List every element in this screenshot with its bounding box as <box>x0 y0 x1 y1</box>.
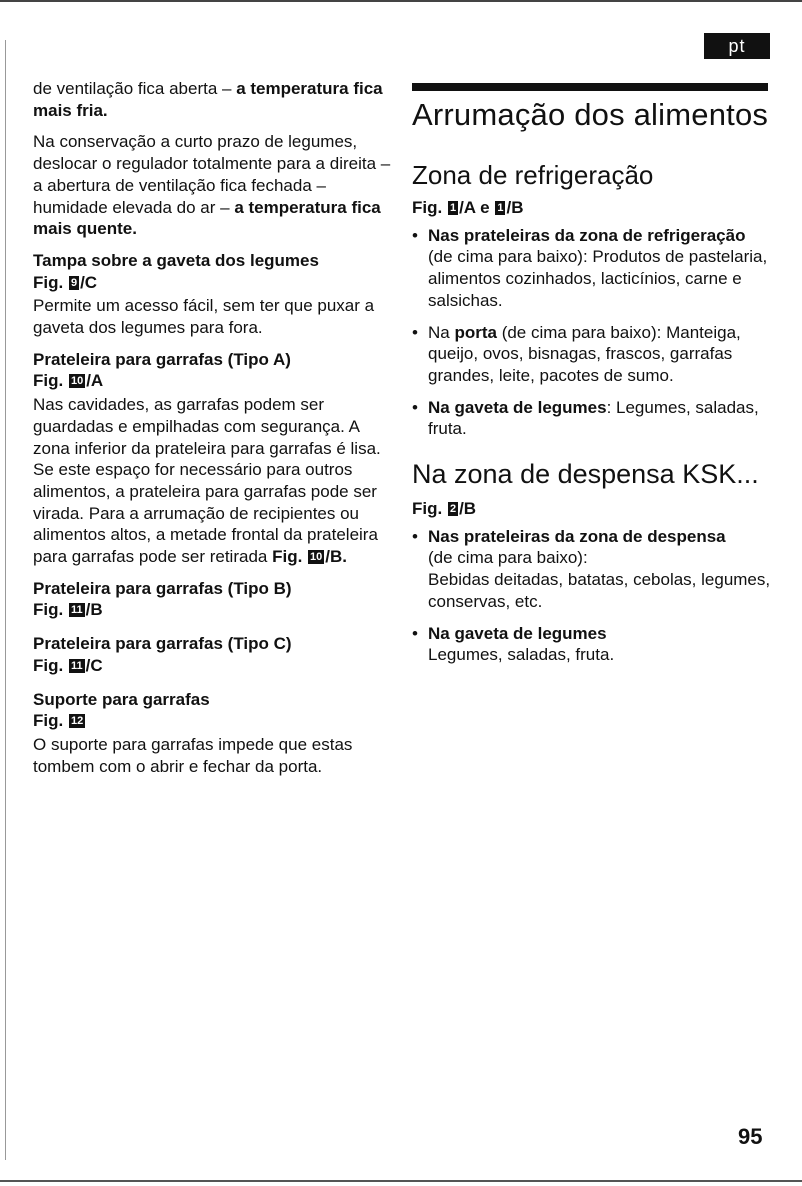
intro-emphasis: a temperatura fica mais fria. <box>33 79 383 120</box>
fig-suffix: /B <box>459 499 477 519</box>
intro-text: Na conservação a curto prazo de legumes, deslocar o regulador totalmente para a direita – a abertura de ventilação fica fechada – humidade elevada do ar – <box>33 132 391 217</box>
figure-reference <box>33 370 391 392</box>
refrigeration-list <box>412 225 772 440</box>
figure-number-badge: 10 <box>70 375 84 388</box>
figure-number-badge: 11 <box>70 604 83 617</box>
intro-paragraph-1 <box>33 78 391 121</box>
section-title: Suporte para garrafas <box>33 689 210 709</box>
figure-reference <box>33 710 391 732</box>
intro-paragraph-2 <box>33 131 391 240</box>
fig-suffix: /C <box>80 272 98 292</box>
list-item-title: • Nas prateleiras da zona de despensa <box>428 526 726 546</box>
fig-suffix: /B <box>506 198 524 217</box>
subheading-pantry: Na zona de despensa KSK... <box>412 459 759 490</box>
page-number: 95 <box>738 1124 763 1149</box>
figure-reference <box>33 599 391 621</box>
list-item-title: Na gaveta de legumes <box>428 397 607 417</box>
figure-number-badge: 10 <box>310 551 323 564</box>
section-title: Tampa sobre a gaveta dos legumes <box>33 250 319 270</box>
list-item <box>412 397 772 440</box>
fig-label: Fig. <box>33 711 68 731</box>
section-title: Prateleira para garrafas (Tipo C) <box>33 634 292 654</box>
subheading-refrigeration: Zona de refrigeração <box>412 160 654 190</box>
list-item-text: (de cima para baixo): <box>428 548 588 568</box>
bottom-rule <box>0 1180 802 1182</box>
figure-number-badge: 1 <box>449 202 457 214</box>
fig-suffix: /A <box>86 371 104 391</box>
section-text: O suporte para garrafas impede que estas tombem com o abrir e fechar da porta. <box>33 734 353 776</box>
figure-reference <box>33 655 391 677</box>
figure-number-badge: 9 <box>70 276 78 289</box>
main-heading: Arrumação dos alimentos <box>412 97 769 132</box>
list-item-title: porta <box>454 322 497 342</box>
section-title: Prateleira para garrafas (Tipo B) <box>33 578 292 598</box>
list-item-text: Legumes, saladas, fruta. <box>428 645 615 665</box>
list-item <box>412 526 772 613</box>
list-item-text: (de cima para baixo): Manteiga, queijo, ovos, bisnagas, frascos, garrafas grandes, leite, pacotes de sumo. <box>428 322 741 385</box>
language-tag: pt <box>704 33 770 59</box>
figure-number-badge: 2 <box>449 503 457 516</box>
fig-suffix: /B <box>85 600 103 620</box>
list-item-title: • Na gaveta de legumes <box>428 623 607 643</box>
margin-line <box>5 40 6 1160</box>
left-column <box>33 78 391 787</box>
figure-number-badge: 11 <box>70 659 83 672</box>
fig-suffix: /C <box>85 655 103 675</box>
section-body: Nas cavidades, as garrafas podem ser guardadas e empilhadas com segurança. A zona inferior da prateleira para garrafas é lisa. Se este espaço for necessário para outros alimentos, a prateleira para garrafas pode ser virada. Para a arrumação de recipientes ou alimentos altos, a metade frontal da prateleira para garrafas pode ser retirada <box>33 395 381 567</box>
list-item-text: Na <box>428 322 455 342</box>
list-item-title: • Nas prateleiras da zona de refrigeração <box>428 225 746 245</box>
figure-number-badge: 12 <box>70 715 84 728</box>
list-item-text: : Legumes, saladas, fruta. <box>428 397 759 439</box>
figure-reference <box>412 197 772 219</box>
fig-label: Fig. <box>33 600 68 620</box>
section-title: Prateleira para garrafas (Tipo A) <box>33 349 291 369</box>
fig-label: Fig. <box>412 499 447 519</box>
heading-bar <box>412 83 768 91</box>
intro-text: de ventilação fica aberta – <box>33 79 237 98</box>
section-text <box>33 394 391 568</box>
fig-label: Fig. <box>272 547 308 567</box>
section-text: Permite um acesso fácil, sem ter que puxar a gaveta dos legumes para fora. <box>33 296 375 338</box>
figure-reference <box>412 498 772 520</box>
fig-label: Fig. <box>33 272 68 292</box>
figure-reference <box>33 272 391 294</box>
right-column <box>412 83 772 676</box>
fig-suffix: /B. <box>325 547 348 567</box>
list-item <box>412 322 772 387</box>
figure-number-badge: 1 <box>497 202 504 214</box>
fig-label: Fig. <box>33 655 68 675</box>
list-item-text: Bebidas deitadas, batatas, cebolas, legumes, conservas, etc. <box>428 570 771 611</box>
list-item <box>412 225 772 312</box>
pantry-list <box>412 526 772 666</box>
list-item-text: (de cima para baixo): Produtos de pastelaria, alimentos cozinhados, lacticínios, carne e salsichas. <box>428 247 768 310</box>
fig-label: Fig. <box>412 198 447 217</box>
fig-suffix: /A e <box>459 198 495 217</box>
list-item <box>412 623 772 666</box>
fig-label: Fig. <box>33 371 68 391</box>
top-rule <box>0 0 802 2</box>
intro-emphasis: a temperatura fica mais quente. <box>33 197 381 239</box>
